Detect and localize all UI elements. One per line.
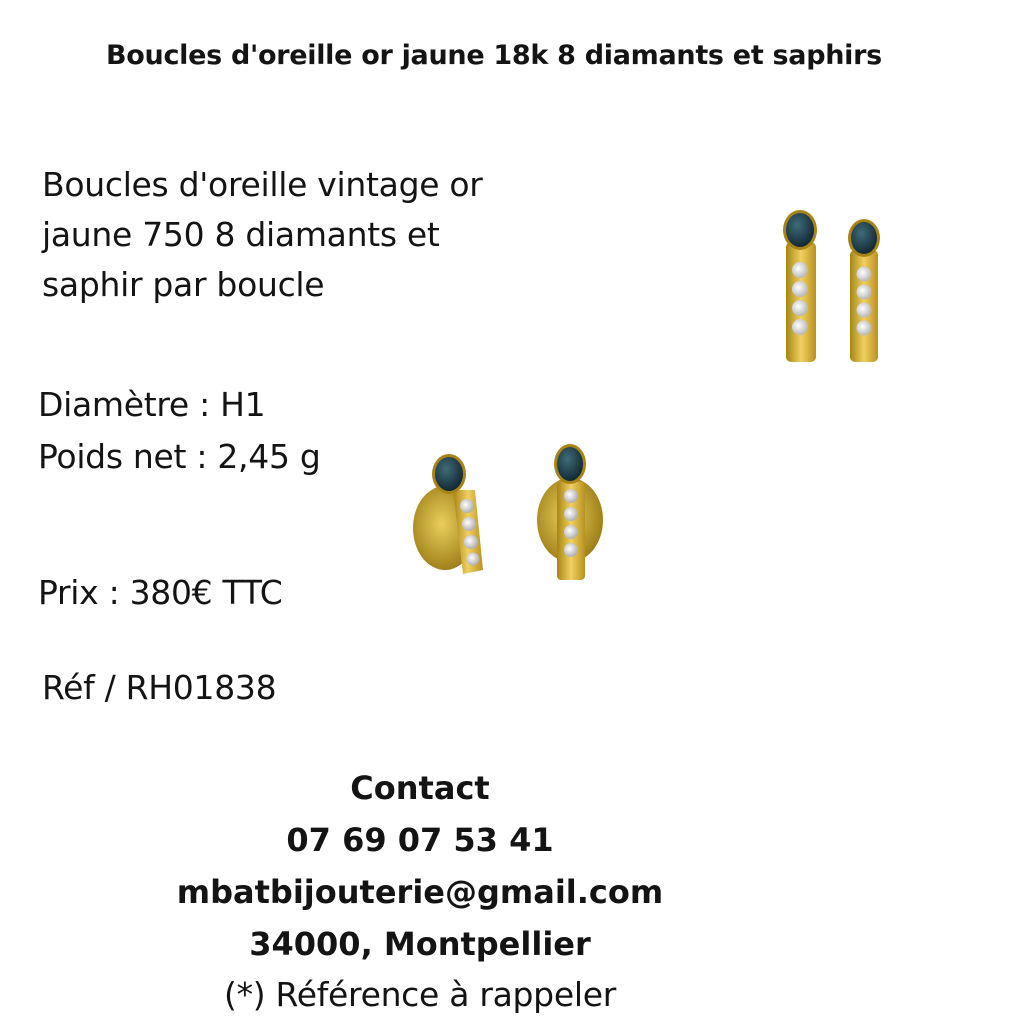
contact-phone[interactable]: 07 69 07 53 41 — [286, 821, 554, 859]
product-description — [42, 160, 542, 310]
description-line: jaune 750 8 diamants et — [42, 215, 440, 254]
contact-block — [0, 762, 840, 1020]
weight-spec: Poids net : 2,45 g — [38, 437, 321, 476]
reference-spec: Réf / RH01838 — [42, 668, 277, 707]
diameter-spec: Diamètre : H1 — [38, 385, 266, 424]
contact-note: (*) Référence à rappeler — [224, 975, 616, 1014]
description-line: Boucles d'oreille vintage or — [42, 165, 483, 204]
earrings-front-photo — [770, 200, 900, 375]
price-spec: Prix : 380€ TTC — [38, 573, 283, 612]
contact-address: 34000, Montpellier — [249, 925, 591, 963]
description-line: saphir par boucle — [42, 265, 325, 304]
contact-email[interactable]: mbatbijouterie@gmail.com — [176, 873, 664, 911]
earring-right-side — [537, 444, 603, 580]
contact-heading: Contact — [350, 769, 490, 807]
earring-left — [783, 210, 817, 362]
earring-right — [848, 219, 880, 362]
earring-left-side — [413, 454, 483, 574]
earrings-side-photo — [405, 440, 625, 590]
product-title: Boucles d'oreille or jaune 18k 8 diamants et saphirs — [106, 40, 882, 71]
